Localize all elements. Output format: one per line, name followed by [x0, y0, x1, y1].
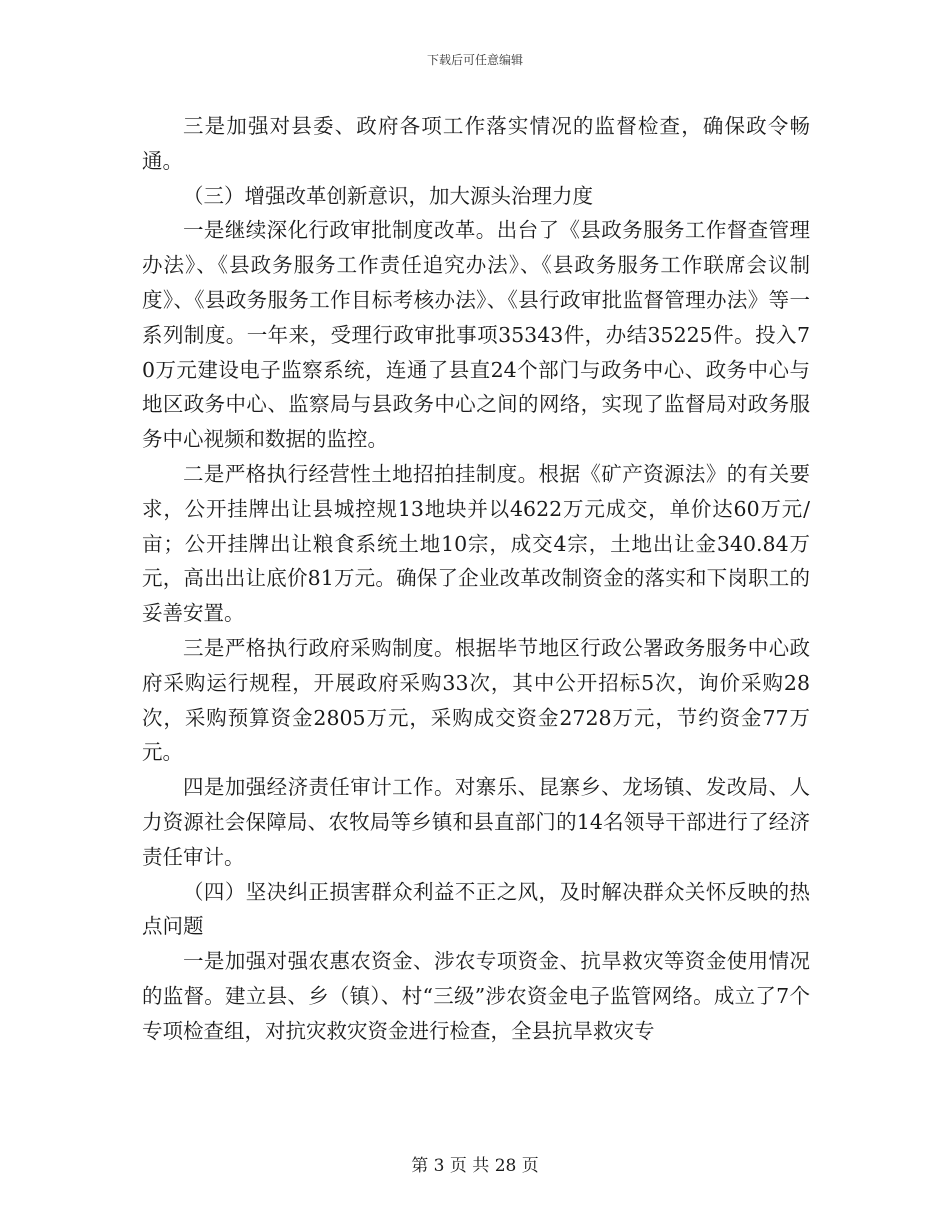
paragraph: 二是严格执行经营性土地招拍挂制度。根据《矿产资源法》的有关要求，公开挂牌出让县城控规13地块并以4622万元成交，单价达60万元/亩；公开挂牌出让粮食系统土地10宗，成交4宗，土地出让金340.84万元，高出出让底价81万元。确保了企业改革改制资金的落实和下岗职工的妥善安置。 [142, 461, 810, 626]
paragraph: 三是加强对县委、政府各项工作落实情况的监督检查，确保政令畅通。 [142, 114, 810, 173]
paragraph: 四是加强经济责任审计工作。对寨乐、昆寨乡、龙场镇、发改局、人力资源社会保障局、农牧局等乡镇和县直部门的14名领导干部进行了经济责任审计。 [142, 775, 810, 869]
page-number-footer: 第 3 页 共 28 页 [411, 1156, 539, 1176]
paragraph: 一是加强对强农惠农资金、涉农专项资金、抗旱救灾等资金使用情况的监督。建立县、乡（镇）、村“三级”涉农资金电子监管网络。成立了7个专项检查组，对抗灾救灾资金进行检查，全县抗旱救灾专 [142, 949, 810, 1043]
paragraph: 三是严格执行政府采购制度。根据毕节地区行政公署政务服务中心政府采购运行规程，开展政府采购33次，其中公开招标5次，询价采购28次，采购预算资金2805万元，采购成交资金2728万元，节约资金77万元。 [142, 635, 810, 765]
section-heading: （三）增强改革创新意识，加大源头治理力度 [183, 183, 593, 208]
document-body [142, 109, 810, 1049]
paragraph: 一是继续深化行政审批制度改革。出台了《县政务服务工作督查管理办法》、《县政务服务工作责任追究办法》、《县政务服务工作联席会议制度》、《县政务服务工作目标考核办法》、《县行政审批监督管理办法》等一系列制度。一年来，受理行政审批事项35343件，办结35225件。投入70万元建设电子监察系统，连通了县直24个部门与政务中心、政务中心与地区政务中心、监察局与县政务中心之间的网络，实现了监督局对政务服务中心视频和数据的监控。 [142, 218, 810, 452]
page-header: 下载后可任意编辑 [426, 53, 523, 67]
section-heading: （四）坚决纠正损害群众利益不正之风，及时解决群众关怀反映的热点问题 [142, 879, 810, 939]
